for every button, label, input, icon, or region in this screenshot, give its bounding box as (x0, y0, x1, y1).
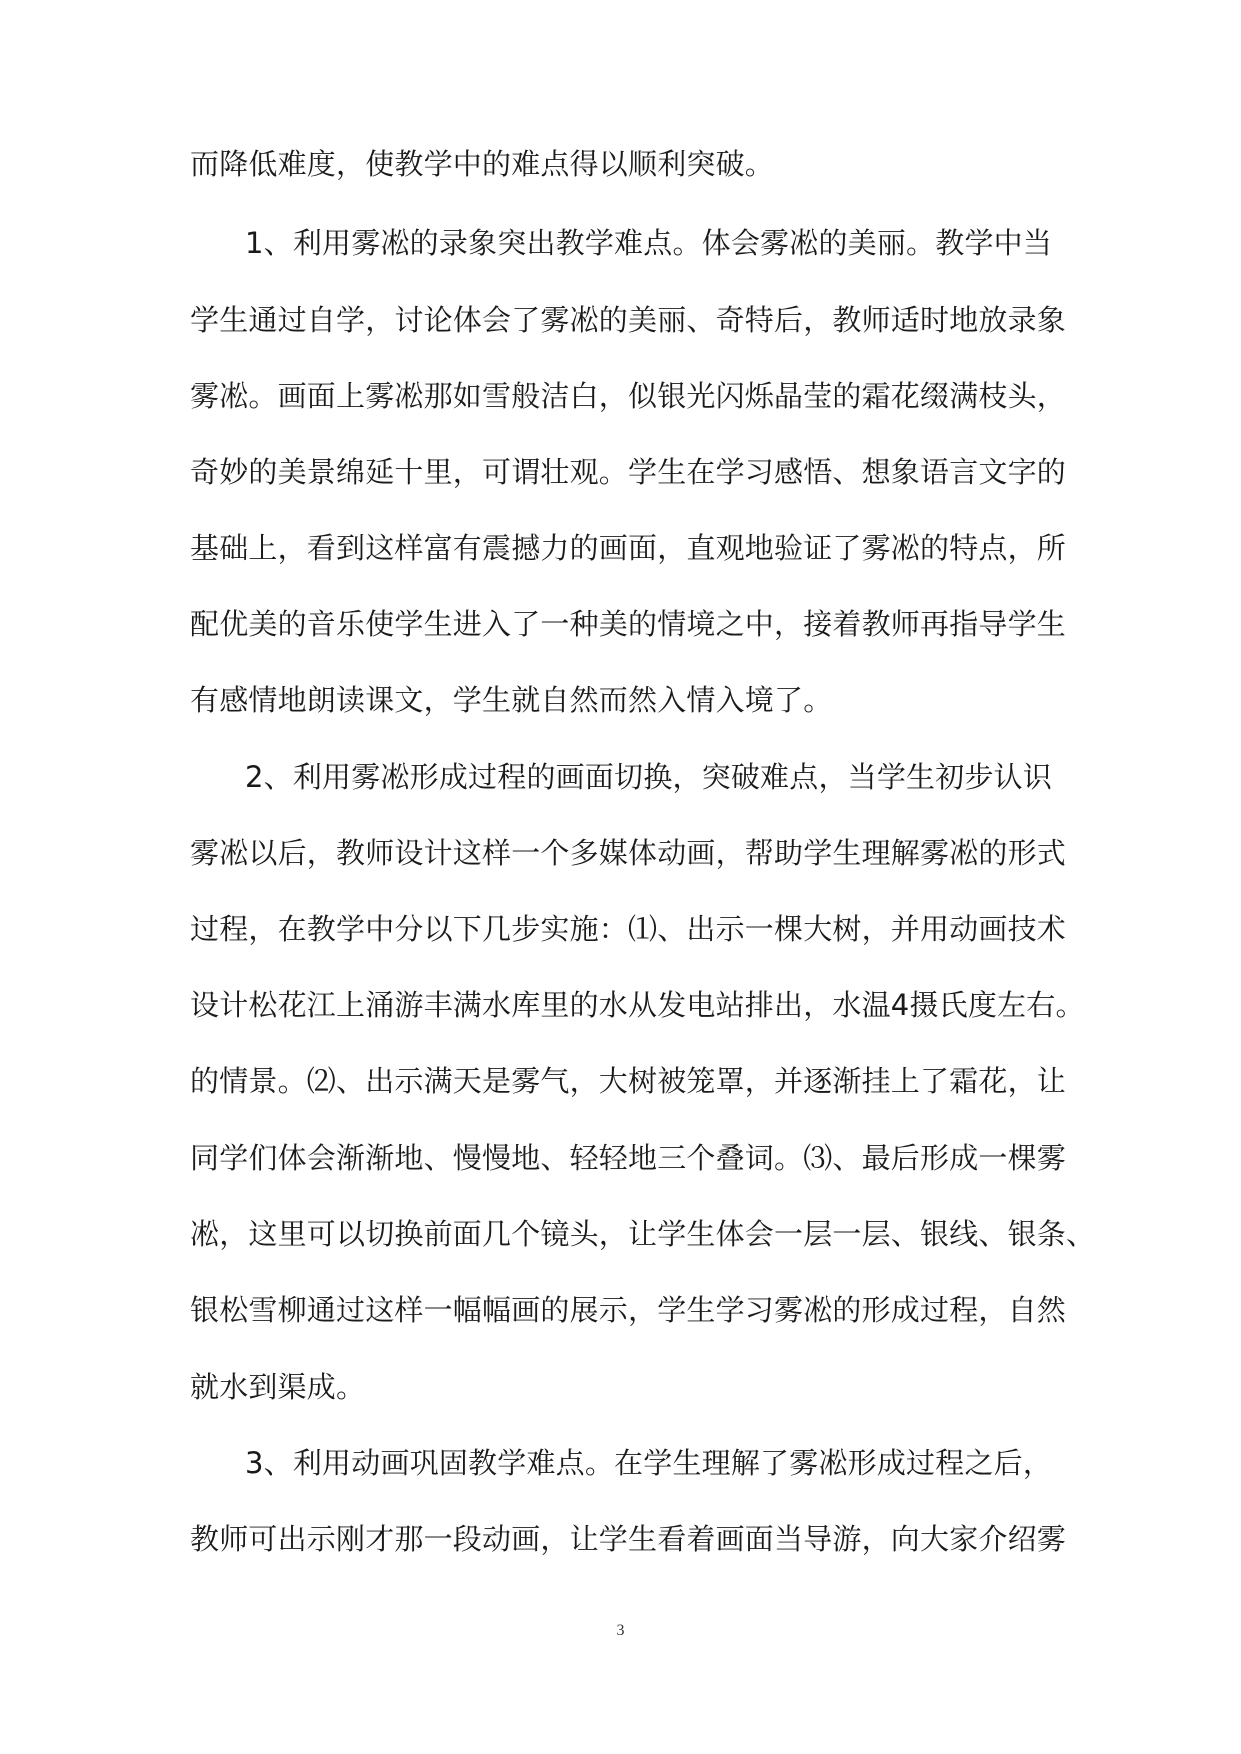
text-line: 奇妙的美景绵延十里，可谓壮观。学生在学习感悟、想象语言文字的 (190, 455, 1067, 489)
text-line: 就水到渠成。 (190, 1370, 366, 1404)
text-line: 配优美的音乐使学生进入了一种美的情境之中，接着教师再指导学生 (190, 607, 1067, 641)
text-line: 同学们体会渐渐地、慢慢地、轻轻地三个叠词。⑶、最后形成一棵雾 (190, 1141, 1067, 1175)
page-number: 3 (616, 1622, 625, 1639)
text-line: 凇，这里可以切换前面几个镜头，让学生体会一层一层、银线、银条、 (190, 1217, 1096, 1251)
text-line: 2、利用雾凇形成过程的画面切换，突破难点，当学生初步认识 (245, 760, 1053, 794)
text-line: 1、利用雾凇的录象突出教学难点。体会雾凇的美丽。教学中当 (245, 226, 1053, 260)
text-line: 学生通过自学，讨论体会了雾凇的美丽、奇特后，教师适时地放录象 (190, 303, 1067, 337)
text-line: 银松雪柳通过这样一幅幅画的展示，学生学习雾凇的形成过程，自然 (190, 1293, 1067, 1327)
text-line: 的情景。⑵、出示满天是雾气，大树被笼罩，并逐渐挂上了霜花，让 (190, 1064, 1067, 1098)
text-line: 教师可出示刚才那一段动画，让学生看着画面当导游，向大家介绍雾 (190, 1522, 1067, 1556)
text-line: 过程，在教学中分以下几步实施：⑴、出示一棵大树，并用动画技术 (190, 912, 1067, 946)
text-line: 3、利用动画巩固教学难点。在学生理解了雾凇形成过程之后， (245, 1446, 1053, 1480)
text-line: 而降低难度，使教学中的难点得以顺利突破。 (190, 147, 775, 181)
text-line: 有感情地朗读课文，学生就自然而然入情入境了。 (190, 683, 833, 717)
text-line: 设计松花江上涌游丰满水库里的水从发电站排出，水温4摄氏度左右。 (190, 988, 1085, 1022)
text-line: 基础上，看到这样富有震撼力的画面，直观地验证了雾凇的特点，所 (190, 531, 1067, 565)
text-line: 雾凇。画面上雾凇那如雪般洁白，似银光闪烁晶莹的霜花缀满枝头， (190, 379, 1067, 413)
text-line: 雾凇以后，教师设计这样一个多媒体动画，帮助学生理解雾凇的形式 (190, 836, 1067, 870)
